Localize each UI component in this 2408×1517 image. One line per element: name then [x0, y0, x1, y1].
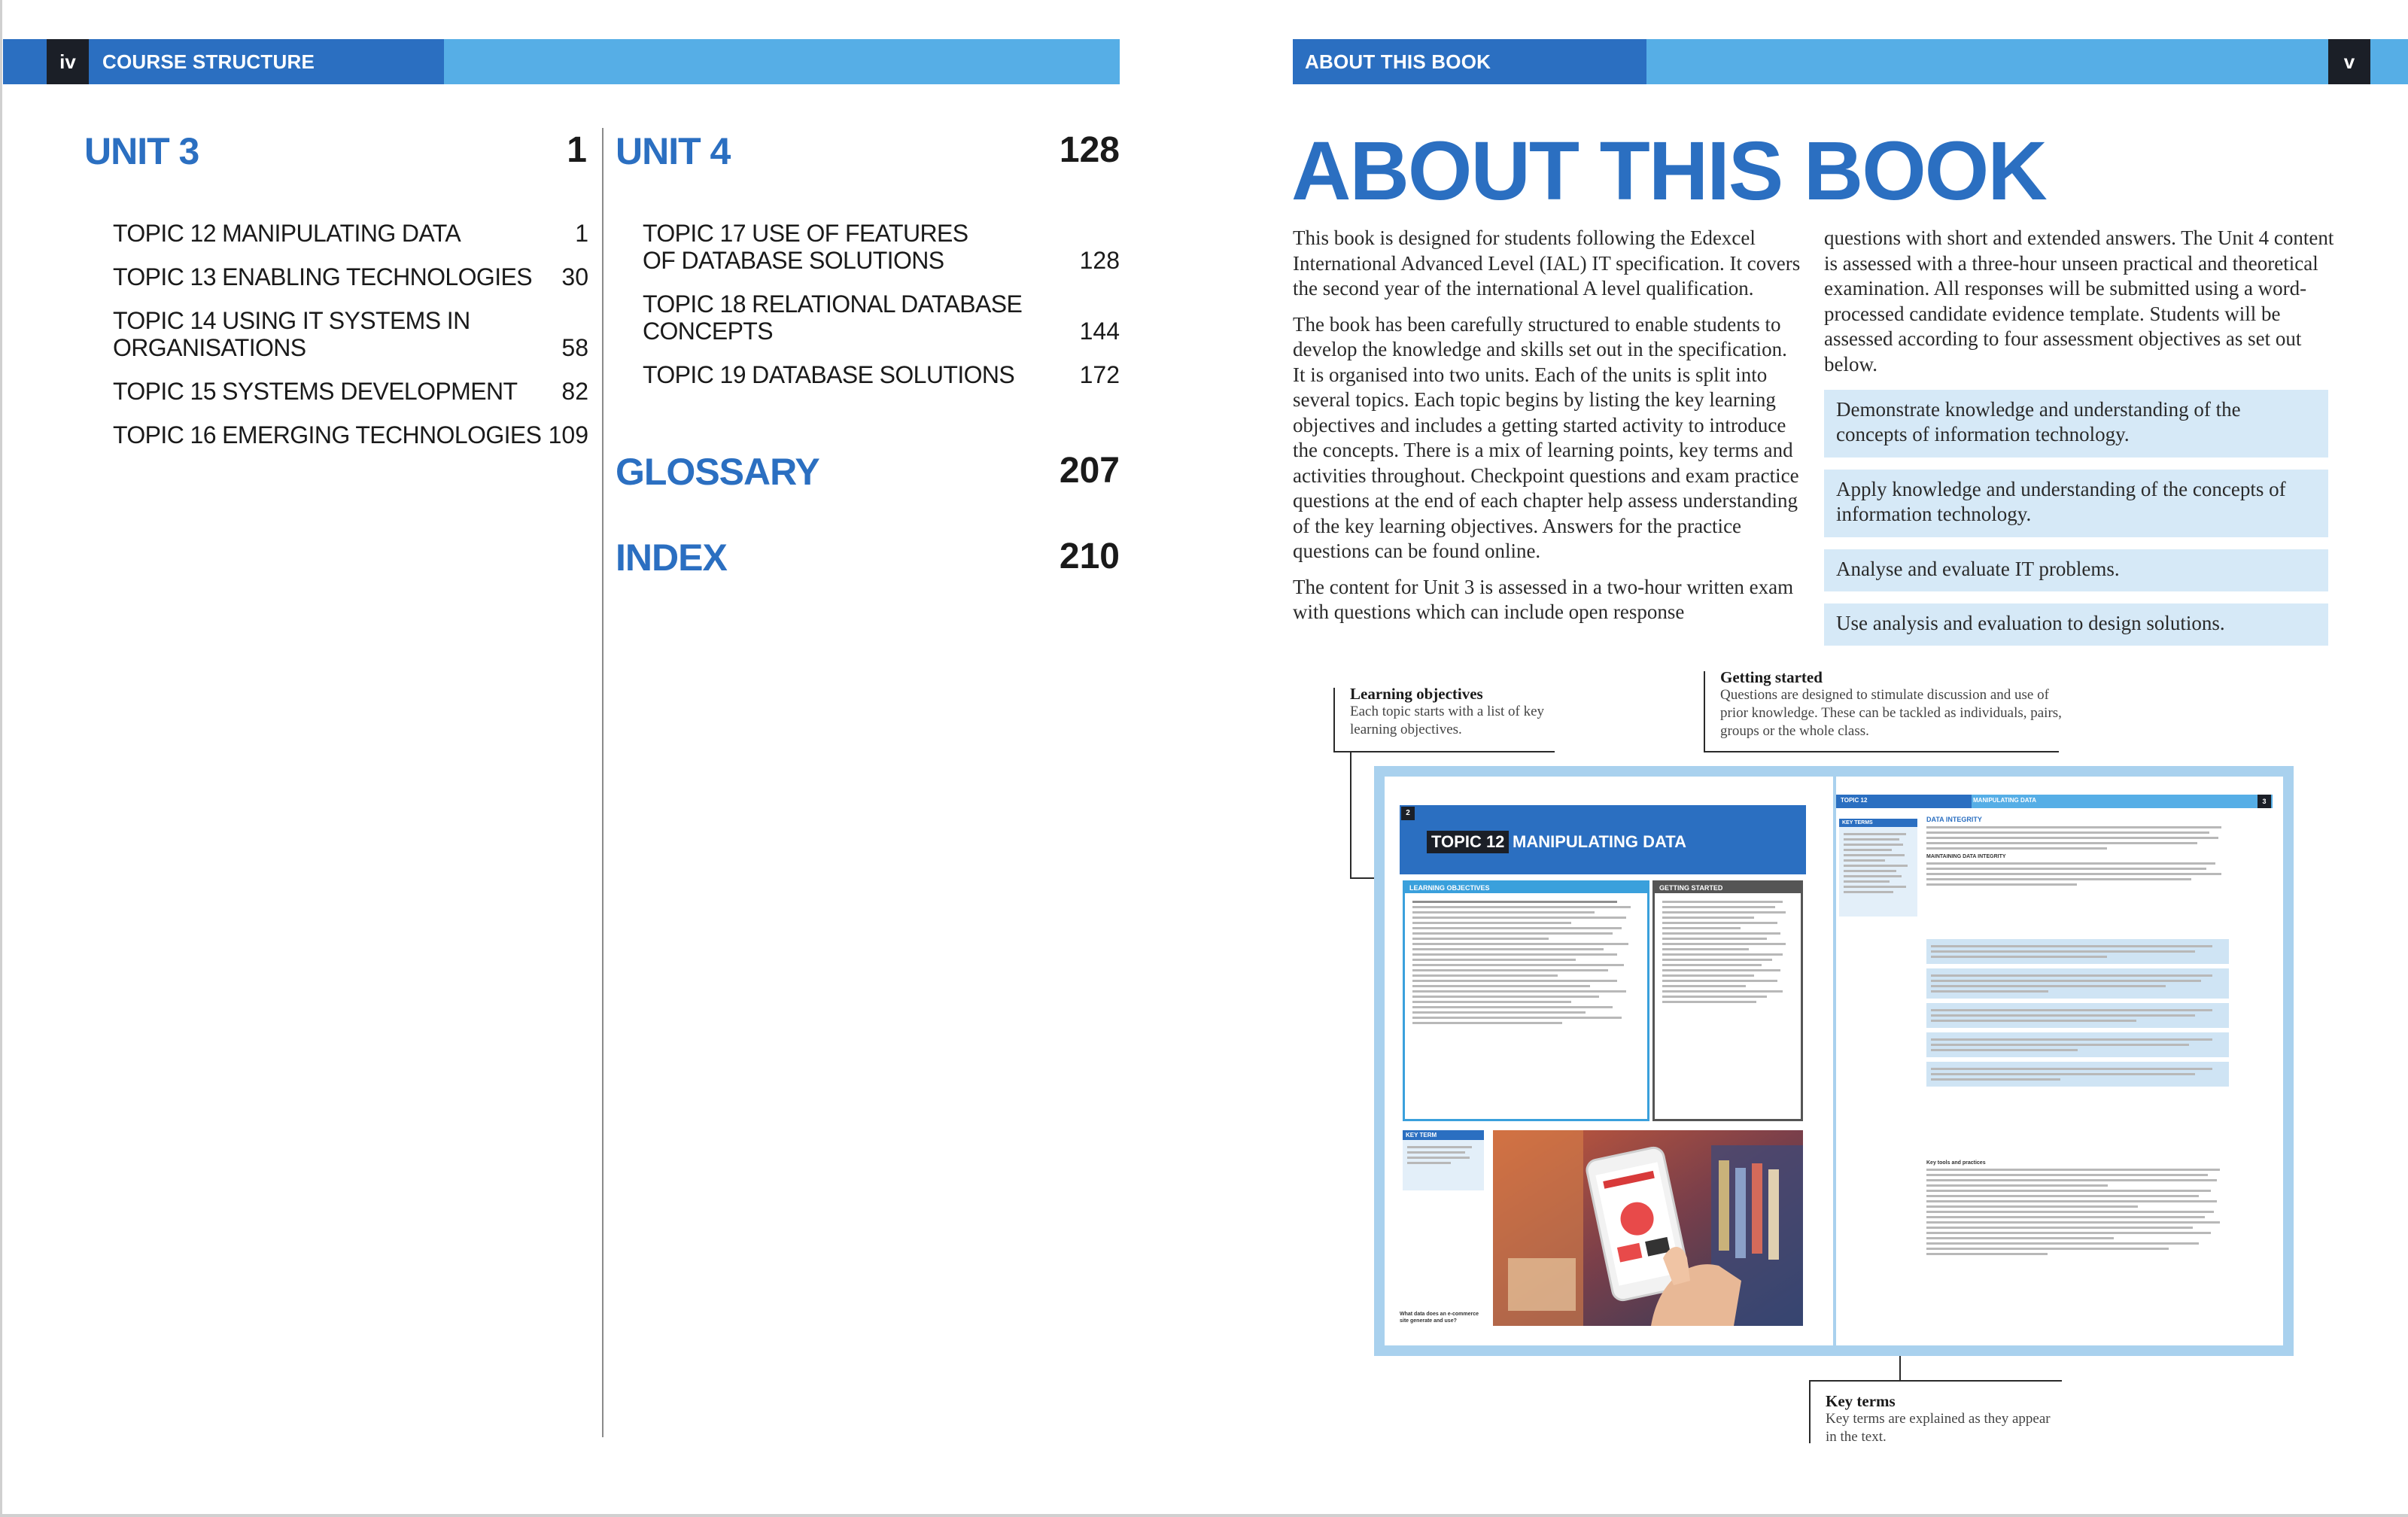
sample-phone-photo — [1493, 1130, 1803, 1326]
toc-topic-18-line2: CONCEPTS — [643, 318, 773, 345]
sample-key-term-box — [1403, 1130, 1484, 1190]
body-column-1 — [1293, 226, 1801, 636]
leader-line — [1809, 1380, 1811, 1443]
sample-callout-boxes — [1926, 939, 2229, 1091]
toc-topic-14[interactable] — [113, 307, 470, 361]
sample-right-header-title: MANIPULATING DATA — [1973, 797, 2036, 804]
index-heading[interactable]: INDEX — [616, 537, 727, 579]
left-header-bar — [3, 39, 1120, 84]
toc-topic-17-page: 128 — [1079, 247, 1120, 274]
page-edge-left — [0, 0, 2, 1517]
sample-key-tools-section — [1926, 1160, 2229, 1258]
page-edge-bottom — [0, 1514, 2408, 1517]
sample-callout — [1926, 968, 2229, 999]
sample-callout — [1926, 1062, 2229, 1087]
sample-right-page-number: 3 — [2258, 795, 2271, 808]
sample-data-integrity-heading: DATA INTEGRITY — [1926, 816, 1982, 823]
sample-text-lines — [1839, 827, 1917, 899]
toc-topic-12-page: 1 — [575, 220, 588, 247]
right-header-bar — [1293, 39, 2408, 84]
sample-text-lines — [1405, 893, 1647, 1032]
objective-box-2: Apply knowledge and understanding of the concepts of information technology. — [1824, 470, 2328, 537]
toc-topic-14-line1: TOPIC 14 USING IT SYSTEMS IN — [113, 307, 470, 334]
leader-line — [1704, 671, 1705, 752]
unit4-heading: UNIT 4 — [616, 130, 731, 172]
toc-topic-13[interactable]: TOPIC 13 ENABLING TECHNOLOGIES — [113, 263, 532, 290]
toc-topic-17-line1: TOPIC 17 USE OF FEATURES — [643, 220, 968, 247]
sample-getting-started-box — [1652, 880, 1803, 1121]
leader-line — [1350, 751, 1351, 879]
leader-line — [1333, 751, 1555, 752]
unit4-assessment-paragraph: questions with short and extended answers. The Unit 4 content is assessed with a three-hour unseen practical and theoretical examination. All responses will be submitted using a word-processed candidate evidence template. Students will be assessed according to four assessment objectives as set out below. — [1824, 226, 2334, 375]
annotation-key-terms-title: Key terms — [1826, 1392, 1896, 1410]
intro-paragraph: This book is designed for students following the Edexcel International Advanced Level (IAL) IT specification. It covers the second year of the international A level qualification. — [1293, 226, 1801, 299]
toc-topic-16[interactable]: TOPIC 16 EMERGING TECHNOLOGIES — [113, 421, 542, 448]
sample-left-page — [1385, 777, 1833, 1345]
annotation-getting-started-title: Getting started — [1720, 668, 1823, 686]
sample-left-page-number: 2 — [1401, 807, 1415, 820]
sample-learning-objectives-label: LEARNING OBJECTIVES — [1405, 883, 1647, 893]
sample-text-lines — [1655, 893, 1801, 1011]
toc-topic-19-page: 172 — [1079, 361, 1120, 388]
sample-right-page — [1836, 777, 2283, 1345]
page-title: ABOUT THIS BOOK — [1291, 125, 2046, 217]
toc-topic-17-line2: OF DATABASE SOLUTIONS — [643, 247, 944, 274]
sample-key-terms-label: KEY TERMS — [1839, 819, 1917, 827]
unit3-heading: UNIT 3 — [84, 130, 199, 172]
annotation-key-terms — [1826, 1392, 2051, 1446]
toc-topic-15[interactable]: TOPIC 15 SYSTEMS DEVELOPMENT — [113, 378, 518, 405]
objective-box-3: Analyse and evaluate IT problems. — [1824, 549, 2328, 591]
toc-topic-16-page: 109 — [548, 421, 588, 448]
right-header-title: ABOUT THIS BOOK — [1305, 50, 1491, 73]
sample-photo-caption: What data does an e-commerce site generate and use? — [1400, 1312, 1479, 1324]
sample-maintaining-heading: MAINTAINING DATA INTEGRITY — [1926, 854, 2006, 859]
toc-topic-19[interactable]: TOPIC 19 DATABASE SOLUTIONS — [643, 361, 1015, 388]
sample-spread-illustration — [1374, 766, 2294, 1356]
toc-topic-13-page: 30 — [561, 263, 588, 290]
toc-topic-14-line2: ORGANISATIONS — [113, 334, 306, 361]
unit3-assessment-paragraph: The content for Unit 3 is assessed in a two-hour written exam with questions which can include open response — [1293, 575, 1794, 623]
glossary-page: 207 — [1059, 451, 1120, 491]
toc-topic-18-page: 144 — [1079, 318, 1120, 345]
toc-topic-14-page: 58 — [561, 334, 588, 361]
toc-topic-15-page: 82 — [561, 378, 588, 405]
unit3-page: 1 — [567, 130, 587, 170]
toc-topic-18-line1: TOPIC 18 RELATIONAL DATABASE — [643, 290, 1023, 318]
sample-right-content — [1926, 816, 2227, 889]
right-page-number: v — [2328, 39, 2370, 84]
unit4-page: 128 — [1059, 130, 1120, 170]
annotation-key-terms-text: Key terms are explained as they appear in the text. — [1826, 1411, 2051, 1445]
objective-box-4: Use analysis and evaluation to design solutions. — [1824, 603, 2328, 646]
annotation-learning-objectives-title: Learning objectives — [1350, 685, 1483, 703]
toc-topic-12[interactable]: TOPIC 12 MANIPULATING DATA — [113, 220, 461, 247]
sample-key-terms-box — [1839, 819, 1917, 917]
leader-line — [1333, 688, 1335, 752]
toc-topic-18[interactable] — [643, 290, 1022, 345]
annotation-getting-started — [1720, 668, 2066, 740]
annotation-learning-objectives — [1350, 685, 1576, 739]
column-divider — [602, 128, 604, 1437]
objective-box-1: Demonstrate knowledge and understanding of the concepts of information technology. — [1824, 390, 2328, 458]
annotation-learning-objectives-text: Each topic starts with a list of key learning objectives. — [1350, 704, 1545, 737]
body-column-2 — [1824, 226, 2334, 388]
sample-callout — [1926, 1003, 2229, 1028]
sample-getting-started-label: GETTING STARTED — [1655, 883, 1801, 893]
leader-line — [1809, 1380, 2062, 1382]
sample-right-header-topic: TOPIC 12 — [1841, 797, 1868, 804]
sample-key-term-label: KEY TERM — [1403, 1130, 1484, 1140]
left-page-number: iv — [47, 39, 89, 84]
annotation-getting-started-text: Questions are designed to stimulate discussion and use of prior knowledge. These can be tackled as individuals, pairs, groups or the whole class. — [1720, 687, 2062, 739]
sample-topic-badge: TOPIC 12 — [1427, 831, 1509, 853]
leader-line — [1704, 751, 2059, 752]
glossary-heading[interactable]: GLOSSARY — [616, 451, 819, 493]
phone-shopping-image — [1493, 1130, 1803, 1326]
sample-callout — [1926, 1032, 2229, 1057]
index-page: 210 — [1059, 537, 1120, 576]
toc-topic-17[interactable] — [643, 220, 968, 274]
sample-topic-title: MANIPULATING DATA — [1513, 832, 1686, 851]
sample-key-tools-heading: Key tools and practices — [1926, 1160, 1986, 1166]
left-header-title: COURSE STRUCTURE — [102, 50, 315, 73]
sample-learning-objectives-box — [1403, 880, 1649, 1121]
sample-text-lines — [1403, 1140, 1484, 1170]
sample-callout — [1926, 939, 2229, 964]
structure-paragraph: The book has been carefully structured to enable students to develop the knowledge and skills set out in the specification. It is organised into two units. Each of the units is split into several topics. Each topic begins by listing the key learning objectives and includes a getting started activity to introduce the concepts. There is a mix of learning points, key terms and activities throughout. Checkpoint questions and exam practice questions at the end of each chapter help assess understanding of the key learning objectives. Answers for the practice questions can be found online. — [1293, 312, 1799, 562]
